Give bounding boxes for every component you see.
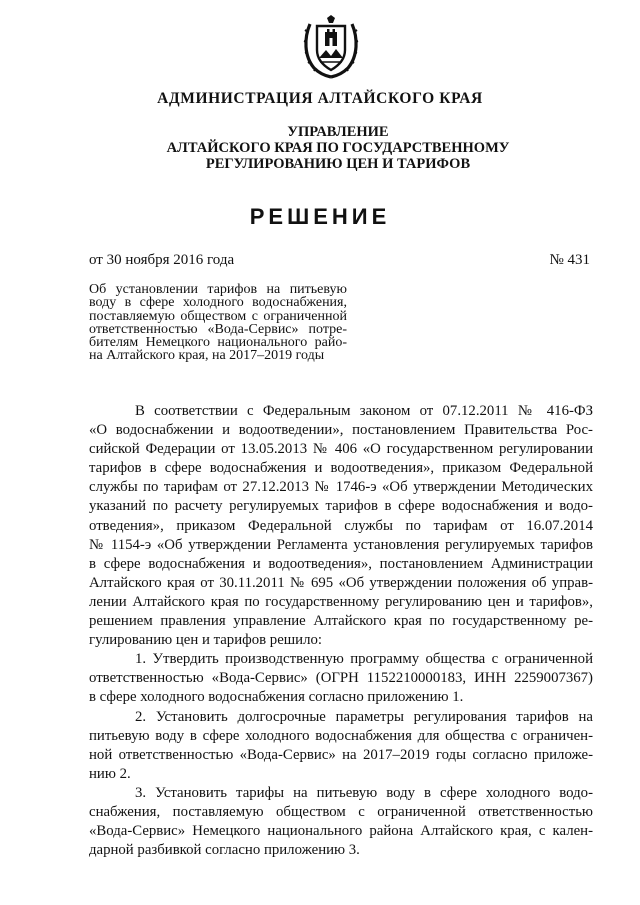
subject-line: воду в сфере холодного водоснабжения,: [89, 295, 347, 311]
body-line: ной ответственностью «Вода-Сервис» на 2017–2019 годы согласно приложе-: [89, 746, 593, 763]
department-line: РЕГУЛИРОВАНИЮ ЦЕН И ТАРИФОВ: [205, 156, 471, 172]
body-line: «Вода-Сервис» Немецкого национального района Алтайского края, с кален-: [89, 823, 593, 840]
document-body: [89, 402, 593, 860]
body-line: В соответствии с Федеральным законом от 07.12.2011 № 416-ФЗ: [135, 403, 593, 419]
body-line: в сфере водоснабжения и водоотведения», постановлением Администрации: [89, 555, 593, 572]
subject-line: бителям Немецкого национального райо-: [89, 335, 347, 351]
body-line: Алтайского края от 30.11.2011 № 695 «Об утверждении положения об управ-: [89, 574, 593, 591]
organization-title: АДМИНИСТРАЦИЯ АЛТАЙСКОГО КРАЯ: [157, 90, 483, 107]
department-name: [0, 124, 640, 172]
body-line: нию 2.: [89, 765, 131, 782]
body-line: решением правления управление Алтайского края по государственному ре-: [89, 613, 593, 630]
department-line: УПРАВЛЕНИЕ: [287, 124, 389, 140]
subject-line: Об установлении тарифов на питьевую: [89, 282, 347, 297]
body-line: сийской Федерации от 13.05.2013 № 406 «О государственном регулировании: [89, 441, 593, 458]
body-line: снабжения, поставляемую обществом с ограниченной ответственностью: [89, 803, 593, 820]
body-line: питьевую воду в сфере холодного водоснабжения для общества с ограничен-: [89, 727, 593, 744]
document-number: № 431: [549, 252, 590, 268]
subject-line: ответственностью «Вода-Сервис» потре-: [89, 321, 347, 337]
body-line: лении Алтайского края по государственному регулированию цен и тарифов»,: [89, 593, 593, 610]
body-line: отведения», приказом Федеральной службы по тарифам от 16.07.2014: [89, 517, 593, 534]
body-line: гулированию цен и тарифов решило:: [89, 632, 322, 649]
coat-of-arms-icon: [302, 14, 360, 80]
body-line: дарной разбивкой согласно приложению 3.: [89, 842, 360, 859]
document-subject: [89, 283, 347, 363]
body-line: 3. Установить тарифы на питьевую воду в сфере холодного водо-: [135, 784, 593, 801]
body-line: в сфере холодного водоснабжения согласно приложению 1.: [89, 689, 464, 706]
body-line: службы по тарифам от 27.12.2013 № 1746-э «Об утверждении Методических: [89, 479, 593, 496]
body-line: № 1154-э «Об утверждении Регламента установления регулируемых тарифов: [89, 536, 593, 553]
body-line: 2. Установить долгосрочные параметры регулирования тарифов на: [135, 708, 593, 725]
body-line: «О водоснабжении и водоотведении», постановлением Правительства Рос-: [89, 422, 593, 439]
department-line: АЛТАЙСКОГО КРАЯ ПО ГОСУДАРСТВЕННОМУ: [166, 140, 510, 156]
body-line: 1. Утвердить производственную программу общества с ограниченной: [135, 651, 593, 668]
document-type-heading: РЕШЕНИЕ: [249, 204, 391, 229]
subject-line: на Алтайского края, на 2017–2019 годы: [89, 348, 325, 364]
body-line: указаний по расчету регулируемых тарифов в сфере водоснабжения и водо-: [89, 498, 593, 515]
document-date: от 30 ноября 2016 года: [89, 252, 235, 268]
subject-line: поставляемую обществом с ограниченной: [89, 308, 347, 324]
body-line: тарифов в сфере водоснабжения и водоотведения», приказом Федеральной: [89, 460, 593, 477]
body-line: ответственностью «Вода-Сервис» (ОГРН 1152210000183, ИНН 2259007367): [89, 670, 593, 687]
